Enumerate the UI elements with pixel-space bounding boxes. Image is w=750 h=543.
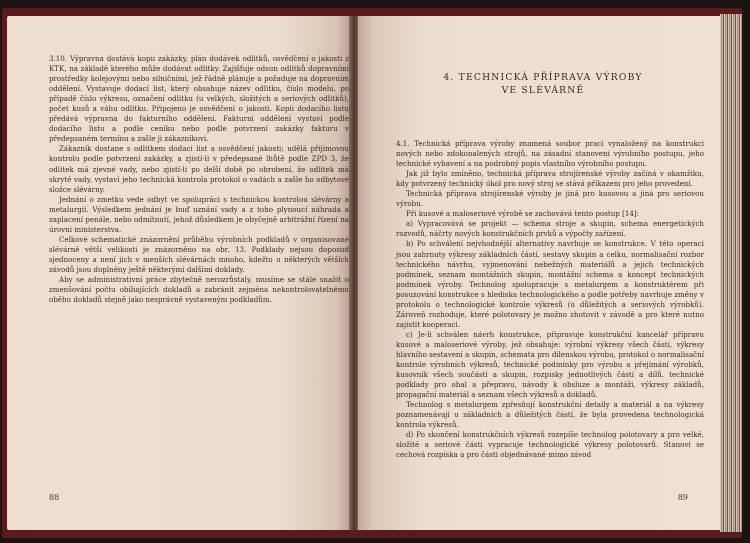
- paragraph-3-10: 3.10. Výpravna dostává kopii zakázky, plán dodávek odlitků, osvědčení o jakosti z KTK, na základě kterého může dodávat odlitky. Zajišťuje odsun odlitků dopravními prostředky kolejovými nebo silničními, jež řádně plánuje a požaduje na dopravním oddělení. Vystavuje dodací list, který obsahuje název odlitku, číslo modelu, po případě číslo výkresu, označení odlitku (u velkých, složitých a seriových odlitků), počet kusů a váhu odlitku. Připojeno je osvědčení o jakosti. Kopii dodacího listu předává výpravna do fakturního oddělení. Fakturní oddělení vystaví podle dodacího listu a podle ceníku nebo podle potvrzení zakázky fakturu v předepsaném termínu a zašle ji zákazníkovi.: [49, 54, 349, 144]
- page-fore-edge: [720, 14, 742, 532]
- left-page: [7, 16, 350, 530]
- paragraph-item-a: a) Vypracovává se projekt — schema stroje a skupin, schema energetických rozvodů, náčrty nových konstrukčních prvků a výpočty zařízení.: [396, 219, 704, 239]
- right-page: [358, 16, 720, 530]
- chapter-heading-line-1: 4. TECHNICKÁ PŘÍPRAVA VÝROBY: [443, 72, 643, 83]
- chapter-heading: [388, 72, 698, 97]
- paragraph: Při kusové a maloseriové výrobě se zachovává tento postup [14]:: [406, 209, 640, 219]
- paragraph-4-1: 4.1. Technická příprava výroby znamená soubor prací vynaložený na konstrukci nových nebo zdokonalených strojů, na zásadní stanovení výrobního postupu, jeho technické vybavení a na podrobný popis vlastního výrobního postupu.: [396, 139, 704, 169]
- right-page-text: [396, 139, 704, 461]
- paragraph: Technická příprava strojírenské výroby je jiná pro kusovou a jiná pro seriovou výrobu.: [396, 189, 704, 209]
- paragraph: Aby se administrativní práce zbytečně nerozrůstaly, musíme se stále snažit o zmenšování počtu obíhajících dokladů a zabránit zejména nekontrolovatelnému oběhu dokladů stejně jako nesprávně vystaveným podkladům.: [49, 275, 349, 305]
- left-page-text: [49, 54, 349, 305]
- paragraph-item-d: d) Po skončení konstrukčních výkresů rozepíše technolog polotovary a pro velké, složité a seriové části vypracuje technologické výkresy polotovarů. Stanoví se cechová rozpiska a pro části objednávané mimo závod: [396, 430, 704, 460]
- chapter-heading-line-2: VE SLÉVÁRNĚ: [501, 84, 585, 96]
- paragraph: Jednání o zmetku vede odbyt ve spolupráci s technickou kontrolou slévárny a metalurgií. Výsledkem jednání je buď uznání vady a z toho plynoucí náhrada a zaplacení penále, nebo odmítnutí, jehož důsledkem je obyčejně arbitrážní řízení na úrovni ministerstva.: [49, 194, 349, 234]
- paragraph: Jak již bylo zmíněno, technická příprava strojírenské výroby začíná v okamžiku, kdy potvrzený technický úkol pro nový stroj se stává příkazem pro jeho provedení.: [396, 169, 704, 189]
- paragraph: Celkové schematické znázornění průběhu výrobních podkladů v organisované slévárně větší velikosti je znázorněno na obr. 13. Podklady nejsou doposud sjednoceny a není jich v menších slévárnách mnoho, kdežto u některých větších závodů jsou doplněny ještě některými dalšími doklady.: [49, 234, 349, 274]
- paragraph-item-c: c) Je-li schválen návrh konstrukce, připravuje konstrukční kancelář přípravu kusové a maloseriové výroby, jež obsahuje: výrobní výkresy všech částí, výkresy hlavního sestavení a skupin, schemata pro dílenskou výrobu, protokol o normalisační kontrole výrobních výkresů, technické podmínky pro výrobu a přejímání výrobků, kusovník všech součástí a skupin, rozpisky jednotlivých částí a dílů, technické podklady pro obal a přepravu, návody k obsluze a montáži, výkresy základů, propagační materiál a seznam všech výkresů a dokladů.: [396, 329, 704, 400]
- paragraph: Technolog s metalurgem zpřesňují konstrukční detaily a materiál a na výkresy poznamenávají u základních a důležitých částí, že byla provedena technologická kontrola výkresů.: [396, 400, 704, 430]
- page-number-right: 89: [677, 493, 688, 502]
- page-number-left: 88: [49, 493, 60, 502]
- paragraph: Zákazník dostane s odlitkem dodací list a osvědčení jakosti; udělá přijímovou kontrolu podle potvrzení zakázky, a zjistí-li v předepsané lhůtě podle ZPD 3, že odlitek má zjevné vady, nebo zjistí-li po delší době po obrobení, že odlitek má skryté vady, vystaví jeho technická kontrola protokol o vadách a zašle ho odbytové složce slévárny.: [49, 144, 349, 194]
- paragraph-item-b: b) Po schválení nejvhodnější alternativy navrhuje se konstrukce. V této operaci jsou zahrnuty výkresy základních částí, sestavy skupin a celku, normalisační rozbor technického návrhu, vyjmenování nebežných materiálů a jejich technických podmínek, seznam montážních skupin, montážní schema a koncept technických podmínek výroby. Technolog spolupracuje s metalurgem a konstruktérem při posuzování konstrukce s hlediska technologického a podle potřeby navrhuje změny v protokolu o technologické kontrole výkresů (u důležitých a seriových výrobků). Zároveň rozhoduje, které polotovary je možno zhotovit v závodě a pro které nutno zajistit kooperaci.: [396, 239, 704, 329]
